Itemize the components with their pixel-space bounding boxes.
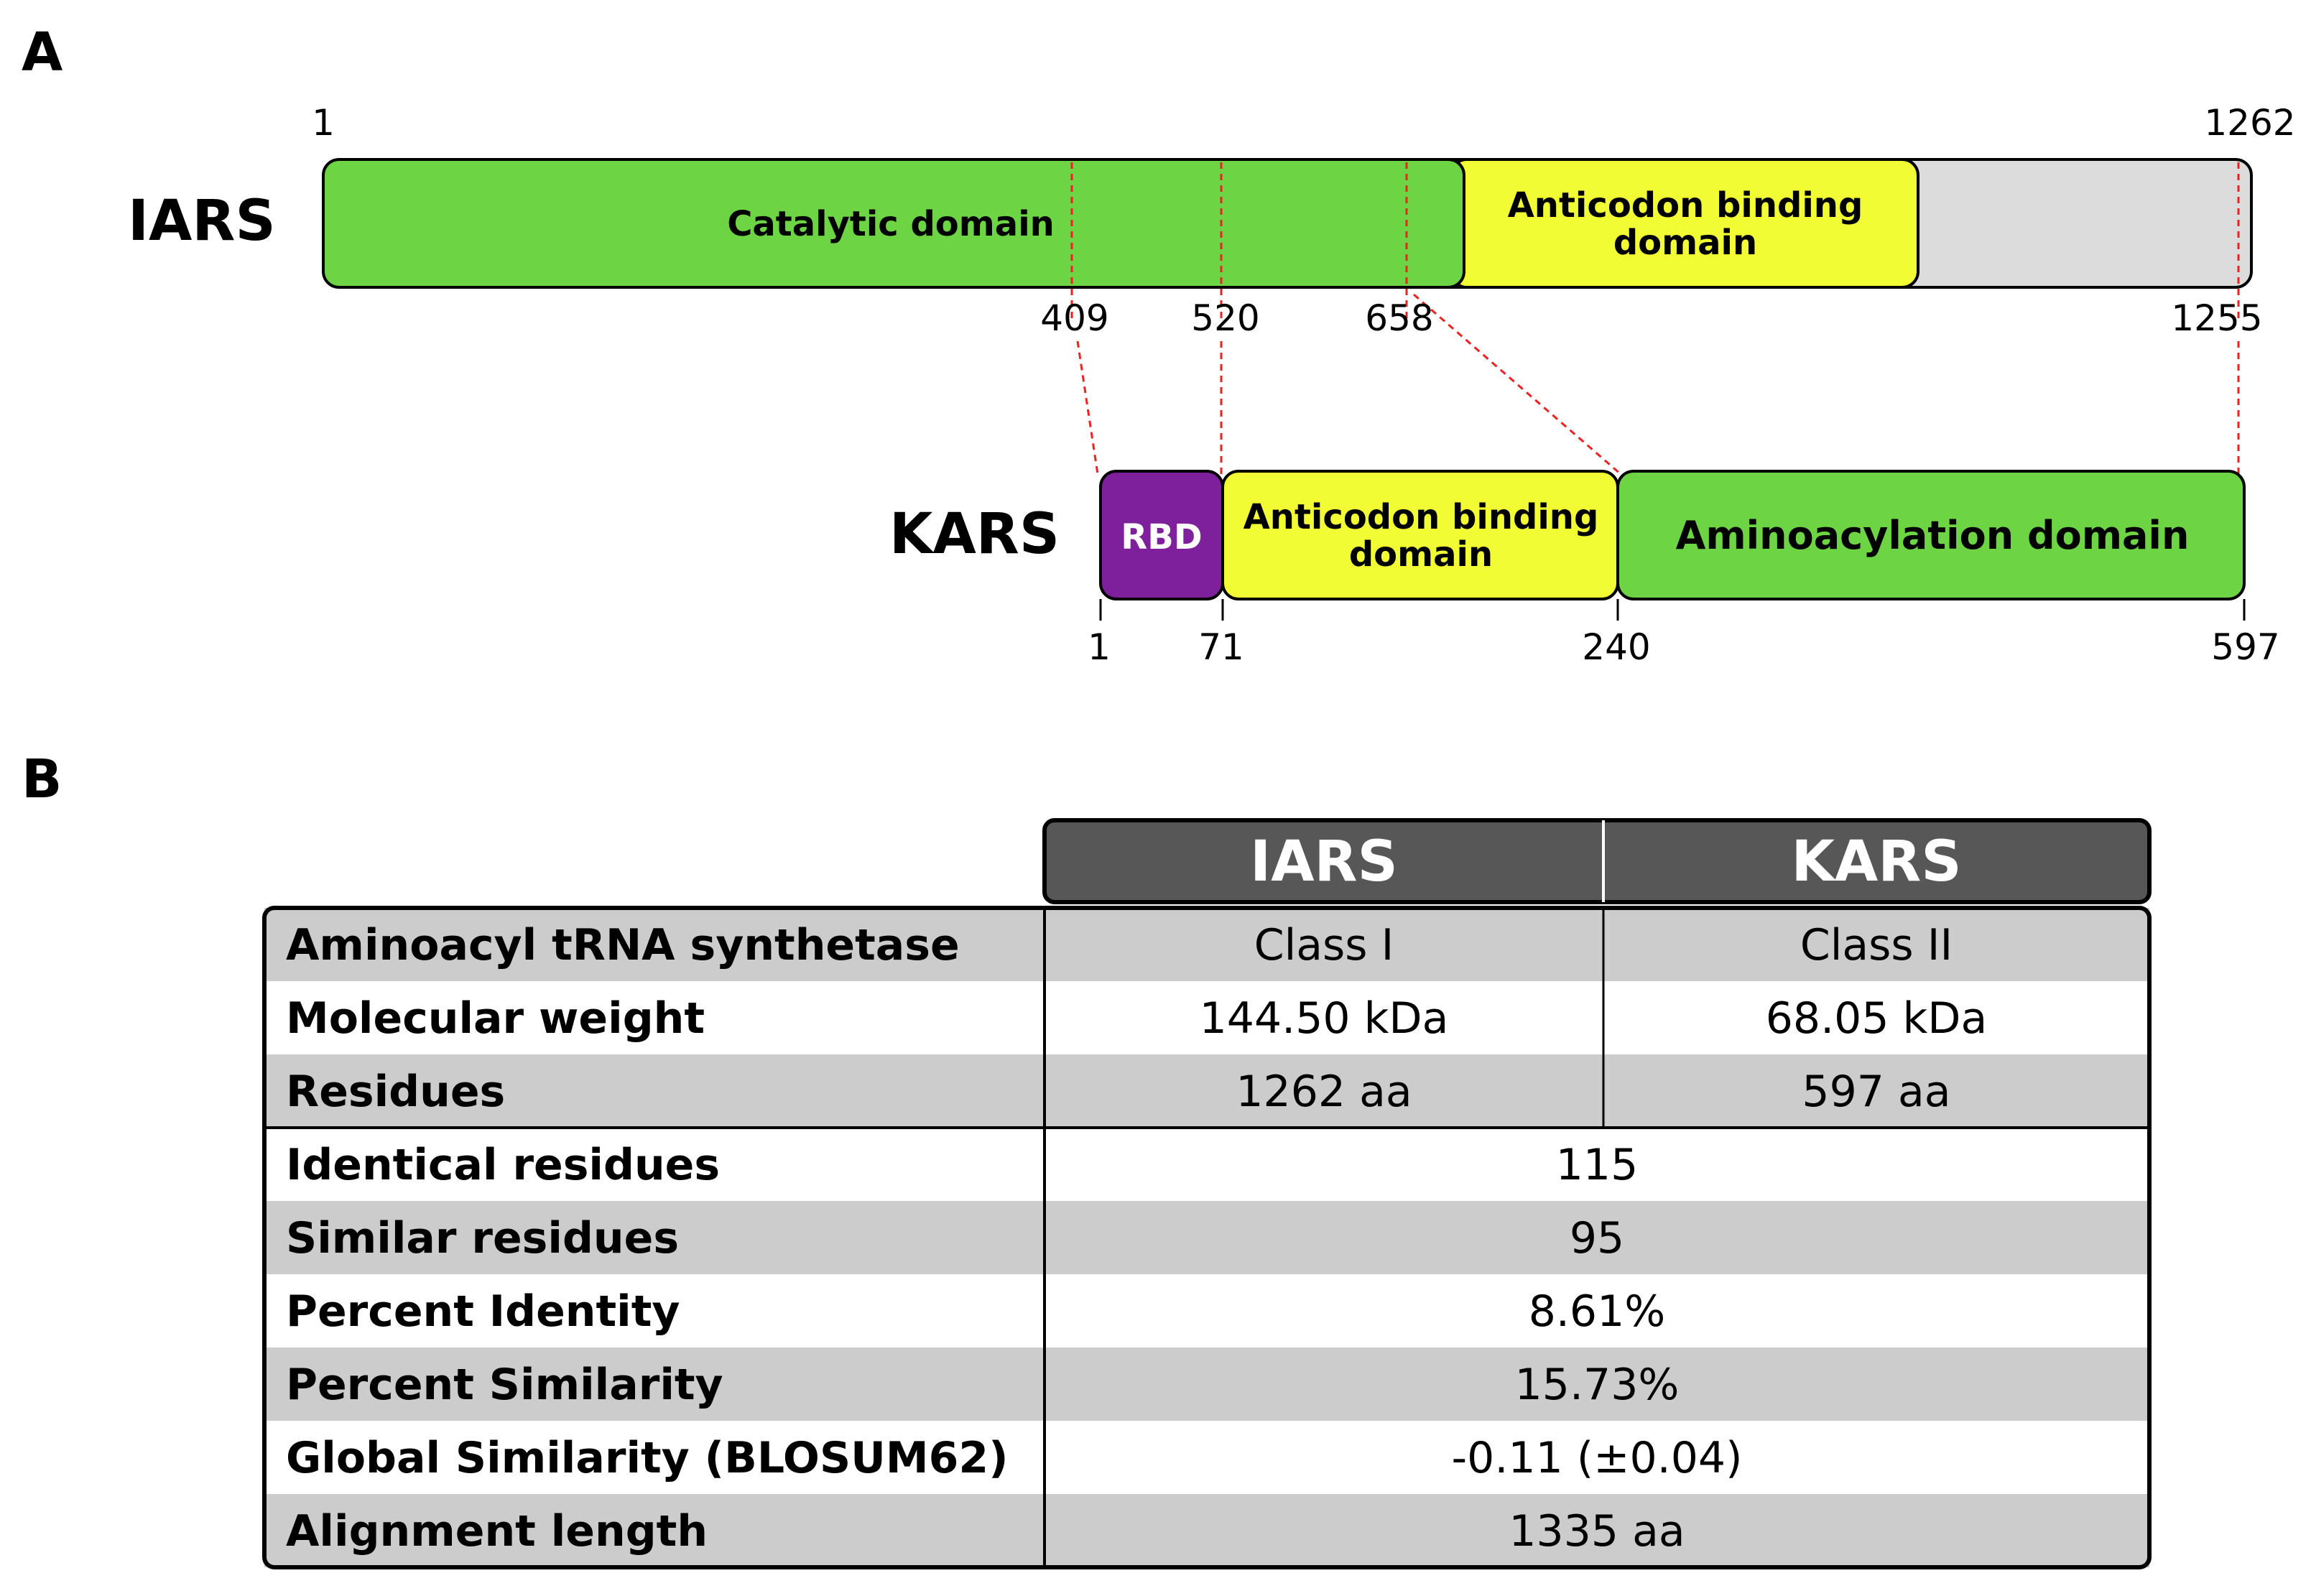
kars-anticodon-label-1: Anticodon binding (1243, 497, 1599, 537)
kars-pos-71: 71 (1198, 626, 1244, 668)
comparison-table (264, 908, 2149, 1567)
kars-pos-1: 1 (1088, 626, 1111, 668)
iars-catalytic-label: Catalytic domain (727, 204, 1055, 244)
panel-a-label: A (22, 22, 63, 83)
cell-similar: 95 (1569, 1213, 1625, 1263)
cell-kars-class: Class II (1800, 920, 1953, 970)
kars-aminoacylation-label: Aminoacylation domain (1675, 513, 2190, 558)
map-658-to-kars-240 (1414, 294, 1621, 474)
iars-pos-658: 658 (1365, 297, 1434, 339)
row-label-global-similarity: Global Similarity (BLOSUM62) (286, 1433, 1009, 1483)
iars-anticodon-label-1: Anticodon binding (1507, 185, 1863, 226)
row-label-molecular-weight: Molecular weight (286, 993, 705, 1044)
row-label-similar: Similar residues (286, 1213, 680, 1263)
iars-pos-520: 520 (1191, 297, 1260, 339)
row-label-alignment-length: Alignment length (286, 1506, 708, 1556)
iars-anticodon-label-2: domain (1613, 223, 1758, 263)
panel-b-label: B (22, 748, 62, 810)
iars-pos-409: 409 (1040, 297, 1109, 339)
table-header-bar (1045, 820, 2149, 902)
iars-name: IARS (128, 189, 276, 254)
table-header (1045, 820, 2149, 902)
table-header-kars: KARS (1791, 830, 1962, 894)
table-header-iars: IARS (1250, 830, 1398, 894)
kars-rbd-label: RBD (1121, 517, 1203, 557)
iars-bar (323, 159, 2251, 287)
row-label-residues: Residues (286, 1067, 506, 1117)
cell-iars-residues: 1262 aa (1236, 1067, 1412, 1117)
kars-pos-240: 240 (1582, 626, 1651, 668)
iars-start-label: 1 (312, 102, 335, 144)
iars-end-label: 1262 (2204, 102, 2296, 144)
cell-kars-weight: 68.05 kDa (1765, 993, 1988, 1044)
cell-iars-weight: 144.50 kDa (1199, 993, 1449, 1044)
row-label-percent-similarity: Percent Similarity (286, 1360, 723, 1410)
kars-anticodon-label-2: domain (1348, 534, 1493, 575)
kars-tick-marks (1101, 599, 2244, 621)
map-409-to-kars-1 (1078, 341, 1098, 474)
cell-percent-identity: 8.61% (1528, 1286, 1666, 1337)
kars-name: KARS (889, 502, 1060, 567)
cell-alignment-length: 1335 aa (1509, 1506, 1685, 1556)
row-label-synthetase: Aminoacyl tRNA synthetase (286, 920, 960, 970)
row-label-identical: Identical residues (286, 1140, 721, 1190)
kars-pos-597: 597 (2211, 626, 2280, 668)
iars-pos-1255: 1255 (2171, 297, 2263, 339)
row-label-percent-identity: Percent Identity (286, 1286, 680, 1337)
cell-global-similarity: -0.11 (±0.04) (1451, 1433, 1743, 1483)
cell-identical: 115 (1555, 1140, 1639, 1190)
cell-percent-similarity: 15.73% (1514, 1360, 1680, 1410)
cell-kars-residues: 597 aa (1802, 1067, 1951, 1117)
cell-iars-class: Class I (1254, 920, 1394, 970)
